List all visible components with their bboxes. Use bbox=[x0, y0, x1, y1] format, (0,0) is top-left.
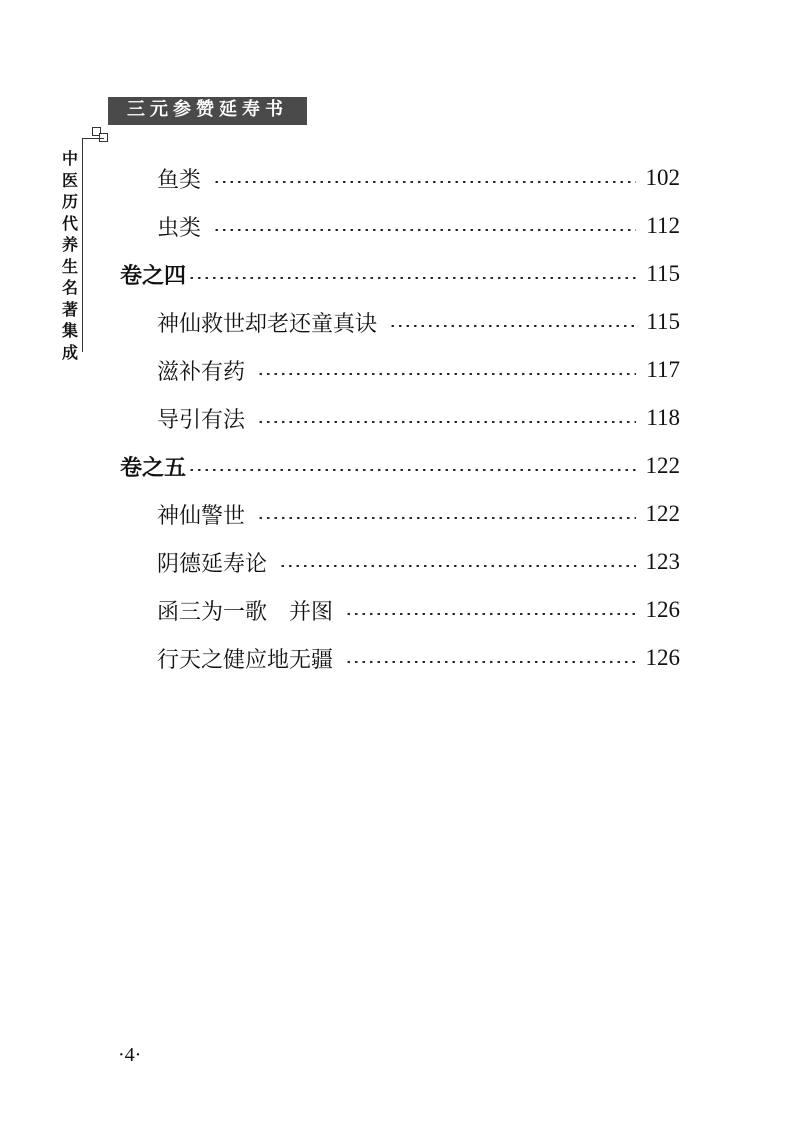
toc-entry-page: 112 bbox=[646, 213, 680, 238]
series-char: 生 bbox=[61, 256, 78, 276]
dot-leader bbox=[257, 373, 636, 375]
book-title: 三元参赞延寿书 bbox=[108, 97, 307, 123]
side-rule bbox=[82, 138, 83, 352]
toc-entry-title: 卷之五 bbox=[120, 455, 187, 481]
toc-entry-title: 函三为一歌 并图 bbox=[157, 599, 334, 625]
toc-chapter-entry[interactable] bbox=[120, 448, 680, 484]
series-char: 医 bbox=[61, 170, 78, 190]
toc-entry[interactable] bbox=[157, 208, 680, 244]
series-char: 养 bbox=[61, 235, 78, 254]
toc-entry-page: 122 bbox=[645, 501, 680, 526]
toc-chapter-entry[interactable] bbox=[120, 256, 680, 292]
toc-entry-page: 123 bbox=[645, 549, 680, 574]
series-char: 中 bbox=[61, 149, 78, 168]
dot-leader bbox=[389, 325, 636, 327]
series-title bbox=[60, 148, 80, 363]
toc-entry-page: 126 bbox=[645, 597, 680, 622]
toc-entry-title: 行天之健应地无疆 bbox=[157, 647, 334, 673]
header-rule bbox=[108, 123, 307, 125]
toc-entry-title: 神仙警世 bbox=[157, 503, 246, 529]
toc-entry-page: 117 bbox=[646, 357, 680, 382]
series-char: 代 bbox=[61, 213, 78, 233]
dot-leader bbox=[257, 421, 636, 423]
toc-entry-title: 滋补有药 bbox=[157, 359, 246, 385]
toc-entry[interactable] bbox=[157, 544, 680, 580]
toc-entry-page: 126 bbox=[645, 645, 680, 670]
toc-entry[interactable] bbox=[157, 592, 680, 628]
toc-entry[interactable] bbox=[157, 160, 680, 196]
toc-entry[interactable] bbox=[157, 304, 680, 340]
dot-leader bbox=[345, 661, 635, 663]
toc-entry[interactable] bbox=[157, 400, 680, 436]
dot-leader bbox=[257, 517, 635, 519]
toc-entry-title: 鱼类 bbox=[157, 167, 202, 193]
side-bracket-top bbox=[82, 138, 104, 139]
dot-leader bbox=[279, 565, 635, 567]
dot-leader bbox=[213, 181, 635, 183]
toc-entry-page: 102 bbox=[645, 165, 680, 190]
toc-entry-page: 115 bbox=[646, 261, 680, 286]
series-char: 集 bbox=[61, 321, 78, 340]
series-char: 历 bbox=[61, 192, 78, 211]
toc-entry-title: 导引有法 bbox=[157, 407, 246, 433]
dot-leader bbox=[213, 229, 636, 231]
toc-entry[interactable] bbox=[157, 352, 680, 388]
toc-entry-title: 卷之四 bbox=[120, 263, 187, 289]
series-char: 名 bbox=[61, 278, 78, 297]
toc-entry-page: 118 bbox=[646, 405, 680, 430]
dot-leader bbox=[345, 613, 635, 615]
toc-entry-title: 神仙救世却老还童真诀 bbox=[157, 311, 378, 337]
page-number: ·4· bbox=[118, 1044, 142, 1066]
toc-entry-page: 115 bbox=[646, 309, 680, 334]
series-char: 著 bbox=[61, 299, 78, 319]
dot-leader bbox=[188, 469, 635, 471]
toc-entry-title: 虫类 bbox=[157, 215, 202, 241]
series-char: 成 bbox=[61, 342, 78, 362]
dot-leader bbox=[188, 277, 636, 279]
toc-entry[interactable] bbox=[157, 496, 680, 532]
toc-entry-page: 122 bbox=[645, 453, 680, 478]
toc-entry-title: 阴德延寿论 bbox=[157, 551, 268, 577]
toc-entry[interactable] bbox=[157, 640, 680, 676]
